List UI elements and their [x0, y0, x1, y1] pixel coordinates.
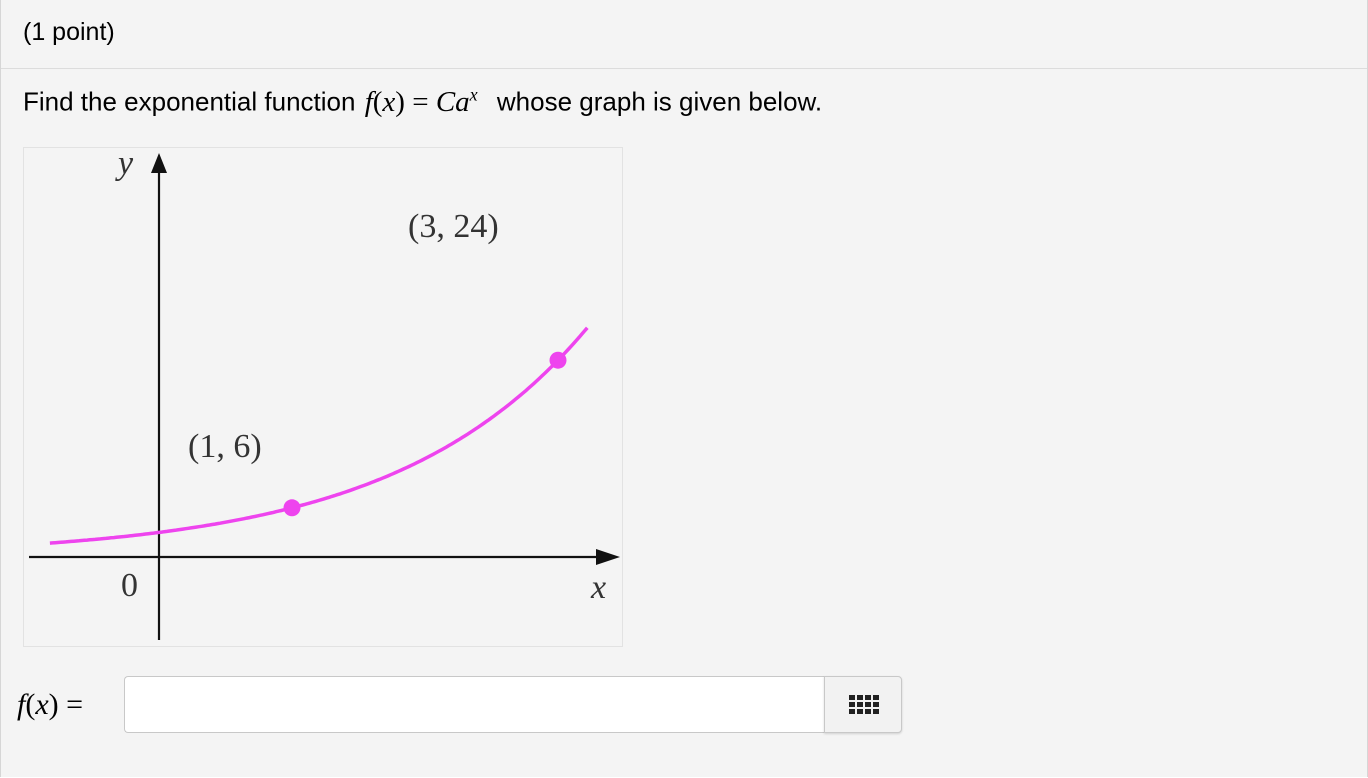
prompt-text-after: whose graph is given below. — [496, 86, 823, 117]
formula: f(x) = Ca$^x$ — [364, 84, 478, 118]
exponential-curve — [50, 328, 587, 543]
answer-label: f(x) = — [17, 688, 84, 721]
answer-label-f: f — [17, 688, 26, 721]
formula-C: C — [435, 85, 456, 118]
x-axis-arrow — [596, 549, 620, 565]
y-axis-arrow — [151, 153, 167, 173]
formula-var: x — [382, 85, 396, 118]
point-1-label: (1, 6) — [188, 428, 262, 465]
prompt-text-before: Find the exponential function — [23, 86, 356, 117]
point-2-marker — [550, 352, 567, 369]
answer-input[interactable] — [124, 676, 824, 733]
problem-prompt — [23, 84, 822, 119]
points-label: (1 point) — [23, 18, 115, 46]
graph-figure — [23, 147, 623, 647]
formula-a: a — [455, 85, 470, 118]
point-2-label: (3, 24) — [408, 208, 499, 245]
graph-svg — [24, 148, 622, 646]
origin-label: 0 — [121, 567, 138, 604]
formula-f: f — [364, 85, 373, 118]
divider — [1, 68, 1367, 69]
x-axis-label: x — [591, 569, 607, 606]
math-palette-button[interactable] — [824, 676, 902, 733]
point-1-marker — [284, 499, 301, 516]
y-axis-label: y — [118, 148, 134, 182]
formula-exponent: x — [469, 84, 478, 104]
grid-icon — [849, 695, 879, 715]
answer-label-var: x — [35, 688, 49, 721]
formula-eq: = — [412, 85, 429, 118]
answer-label-eq: = — [66, 688, 84, 721]
